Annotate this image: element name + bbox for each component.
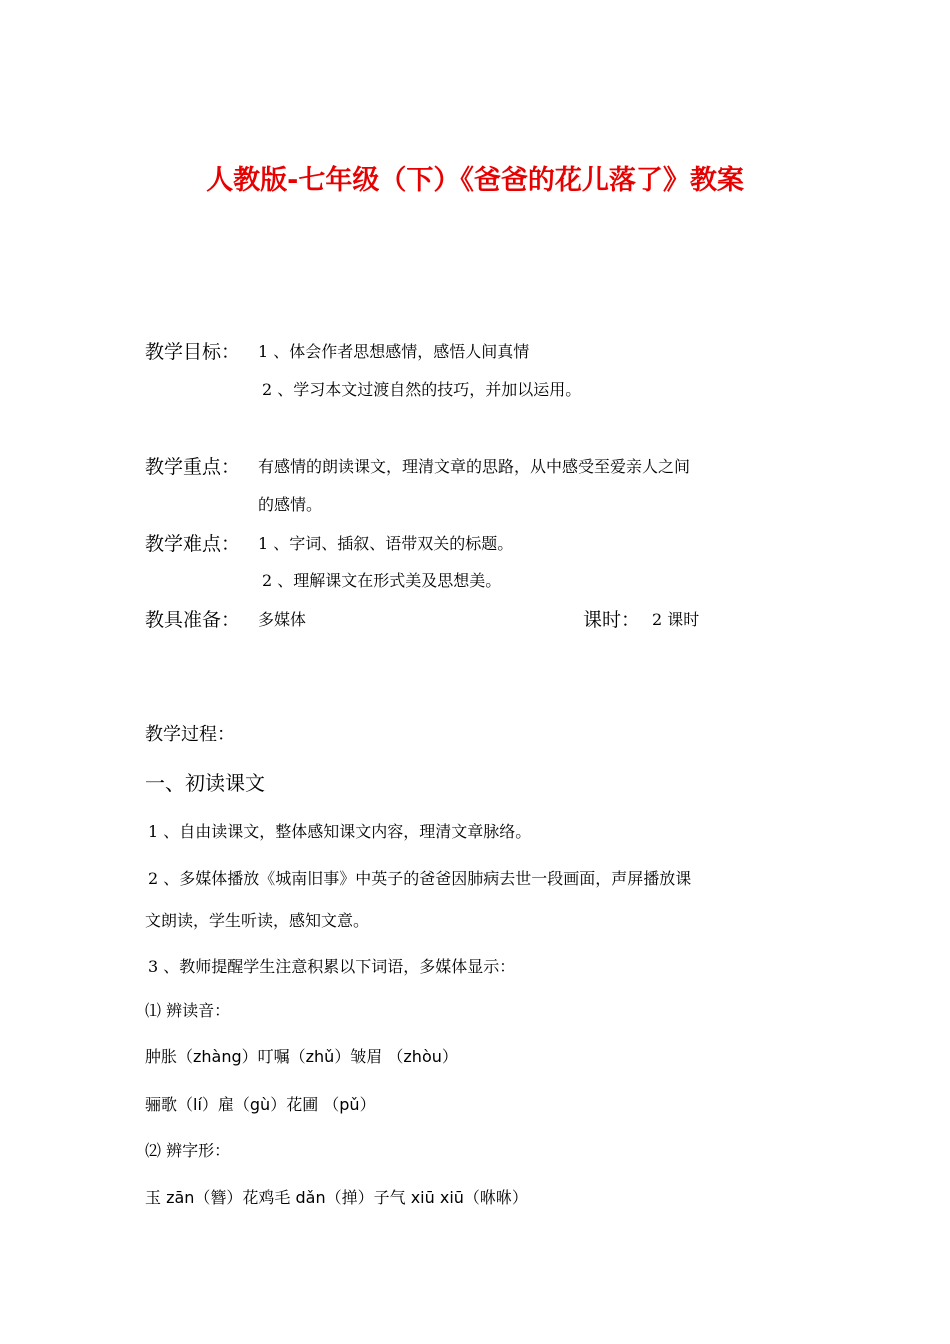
section-1-heading: 一、初读课文 [145, 771, 265, 795]
materials-label: 教具准备： [145, 609, 241, 631]
character-shape-label: ⑵ 辨字形： [145, 1141, 231, 1160]
process-step-3: 3 、教师提醒学生注意积累以下词语，多媒体显示： [148, 957, 516, 976]
key-points-line-1: 有感情的朗读课文，理清文章的思路，从中感受至爱亲人之间 [258, 457, 691, 476]
process-step-2-line-1: 2 、多媒体播放《城南旧事》中英子的爸爸因肺病去世一段画面，声屏播放课 [148, 869, 692, 888]
pronunciation-label: ⑴ 辨读音： [145, 1001, 231, 1020]
hours-label: 课时： [583, 609, 641, 631]
process-step-2-line-2: 文朗读，学生听读，感知文意。 [145, 911, 370, 930]
hours-value: 2 课时 [652, 610, 700, 629]
pronunciation-line-2: 骊歌（lí）雇（gù）花圃 （pǔ） [145, 1095, 376, 1114]
document-title: 人教版-七年级（下）《爸爸的花儿落了》教案 [206, 165, 744, 196]
difficulties-label: 教学难点： [145, 533, 241, 555]
difficulty-item-2: 2 、理解课文在形式美及思想美。 [262, 571, 502, 590]
process-label: 教学过程： [145, 724, 235, 745]
objective-item-2: 2 、学习本文过渡自然的技巧，并加以运用。 [262, 380, 582, 399]
difficulty-item-1: 1 、字词、插叙、语带双关的标题。 [258, 534, 514, 553]
key-points-line-2: 的感情。 [258, 495, 323, 514]
process-step-1: 1 、自由读课文，整体感知课文内容，理清文章脉络。 [148, 822, 532, 841]
character-shape-line-1: 玉 zān（簪）花鸡毛 dǎn（掸）子气 xiū xiū（咻咻） [145, 1188, 528, 1207]
objectives-label: 教学目标： [145, 341, 241, 363]
objective-item-1: 1 、体会作者思想感情，感悟人间真情 [258, 342, 530, 361]
materials-value: 多媒体 [258, 610, 307, 629]
pronunciation-line-1: 肿胀（zhàng）叮嘱（zhǔ）皱眉 （zhòu） [145, 1047, 458, 1066]
key-points-label: 教学重点： [145, 456, 241, 478]
